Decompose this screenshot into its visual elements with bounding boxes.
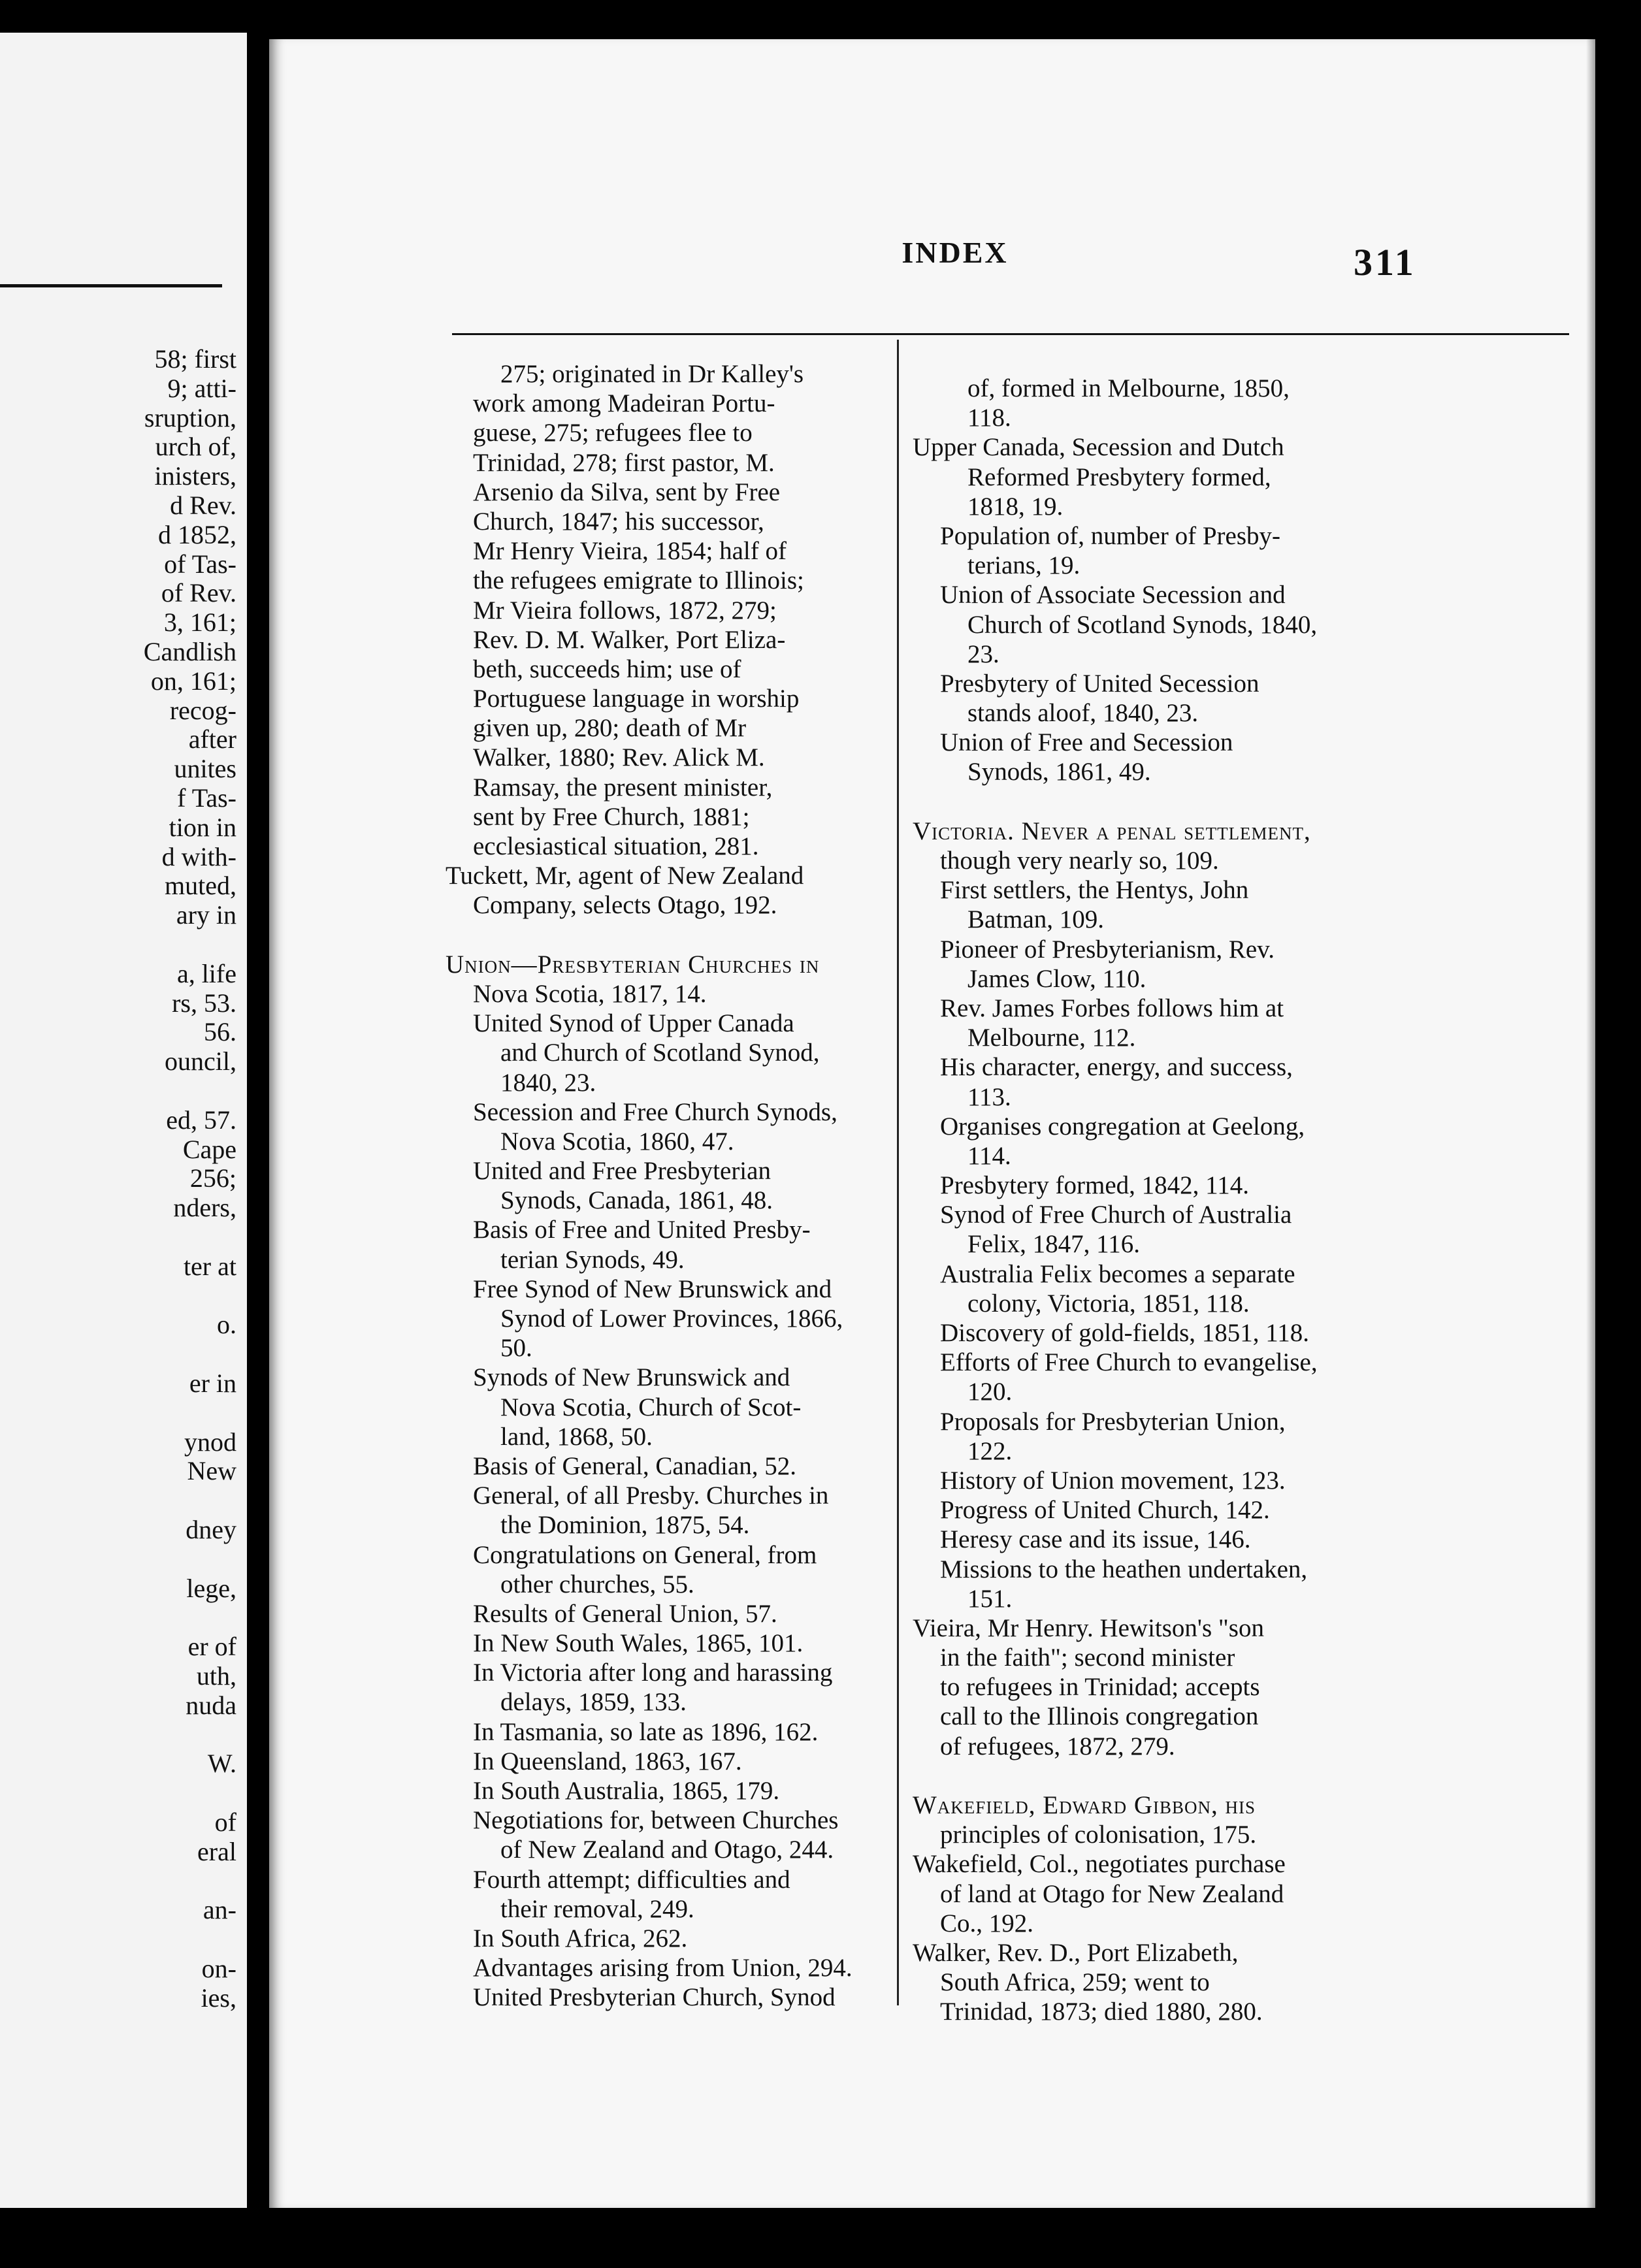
index-line: land, 1868, 50. bbox=[500, 1422, 653, 1451]
index-line: given up, 280; death of Mr bbox=[473, 714, 747, 743]
index-line: work among Madeiran Portu- bbox=[473, 389, 775, 418]
index-line: Batman, 109. bbox=[967, 905, 1105, 934]
facing-page-line: urch of, bbox=[155, 432, 236, 462]
column-divider bbox=[897, 340, 899, 2005]
index-line: Nova Scotia, 1817, 14. bbox=[473, 979, 707, 1008]
index-line: Negotiations for, between Churches bbox=[473, 1806, 839, 1835]
index-line: Arsenio da Silva, sent by Free bbox=[473, 478, 781, 506]
index-line: Trinidad, 278; first pastor, M. bbox=[473, 448, 775, 477]
index-line: other churches, 55. bbox=[500, 1570, 694, 1598]
index-line: United and Free Presbyterian bbox=[473, 1157, 771, 1186]
index-line: 50. bbox=[500, 1334, 532, 1363]
index-line: Presbytery formed, 1842, 114. bbox=[940, 1171, 1249, 1200]
index-line: terians, 19. bbox=[967, 551, 1080, 580]
book-gutter bbox=[247, 0, 269, 2268]
index-line: Ramsay, the present minister, bbox=[473, 773, 773, 802]
facing-page-line: Candlish bbox=[143, 637, 236, 666]
index-line: though very nearly so, 109. bbox=[940, 847, 1219, 875]
facing-page-line: inisters, bbox=[154, 461, 236, 491]
index-line: Church of Scotland Synods, 1840, bbox=[967, 610, 1318, 639]
facing-page-line: 56. bbox=[204, 1017, 236, 1047]
facing-page-line: Cape bbox=[182, 1134, 236, 1164]
facing-page-line: lege, bbox=[186, 1573, 236, 1603]
index-line: in the faith"; second minister bbox=[940, 1644, 1235, 1672]
index-line: and Church of Scotland Synod, bbox=[500, 1039, 820, 1067]
index-line: sent by Free Church, 1881; bbox=[473, 802, 750, 831]
index-line: Felix, 1847, 116. bbox=[967, 1230, 1140, 1259]
facing-page-line: on- bbox=[201, 1954, 236, 1983]
running-head: INDEX bbox=[902, 236, 1009, 269]
index-line: Advantages arising from Union, 294. bbox=[473, 1954, 853, 1983]
index-line: In South Africa, 262. bbox=[473, 1924, 688, 1952]
facing-page-line: ed, 57. bbox=[166, 1105, 236, 1135]
index-line: Union—Presbyterian Churches in bbox=[446, 950, 820, 979]
index-line: Synods, Canada, 1861, 48. bbox=[500, 1186, 773, 1215]
index-line: Secession and Free Church Synods, bbox=[473, 1097, 837, 1126]
index-line: Progress of United Church, 142. bbox=[940, 1496, 1270, 1525]
facing-page-line: dney bbox=[186, 1515, 236, 1544]
facing-page-line: sruption, bbox=[144, 402, 236, 432]
index-line: Synod of Lower Provinces, 1866, bbox=[500, 1304, 843, 1333]
index-line: Discovery of gold-fields, 1851, 118. bbox=[940, 1319, 1310, 1347]
index-line: to refugees in Trinidad; accepts bbox=[940, 1673, 1260, 1702]
index-line: Organises congregation at Geelong, bbox=[940, 1112, 1305, 1141]
facing-page-rule bbox=[0, 284, 222, 287]
facing-page-line: d with- bbox=[161, 841, 236, 871]
facing-page-line: New bbox=[187, 1456, 236, 1486]
index-line: Victoria. Never a penal settlement, bbox=[913, 817, 1311, 845]
index-line: Basis of Free and United Presby- bbox=[473, 1216, 811, 1244]
index-line: principles of colonisation, 175. bbox=[940, 1821, 1257, 1849]
facing-page-line: ter at bbox=[183, 1251, 236, 1281]
index-line: 113. bbox=[967, 1082, 1011, 1111]
facing-page-line: rs, 53. bbox=[172, 988, 236, 1018]
index-line: Melbourne, 112. bbox=[967, 1024, 1136, 1052]
index-line: Trinidad, 1873; died 1880, 280. bbox=[940, 1998, 1263, 2026]
index-line: 122. bbox=[967, 1436, 1013, 1465]
index-line: Church, 1847; his successor, bbox=[473, 507, 764, 536]
index-line: Synods of New Brunswick and bbox=[473, 1363, 790, 1392]
index-line: Results of General Union, 57. bbox=[473, 1599, 777, 1628]
index-line bbox=[913, 787, 1370, 817]
index-line: Rev. James Forbes follows him at bbox=[940, 994, 1284, 1022]
index-line: Co., 192. bbox=[940, 1909, 1034, 1937]
index-line: In New South Wales, 1865, 101. bbox=[473, 1629, 804, 1658]
facing-page-line: unites bbox=[174, 754, 236, 784]
index-line: delays, 1859, 133. bbox=[500, 1688, 687, 1717]
index-line: James Clow, 110. bbox=[967, 964, 1146, 993]
facing-page-line: of Rev. bbox=[161, 578, 236, 608]
index-line: In South Australia, 1865, 179. bbox=[473, 1777, 780, 1805]
index-line: of refugees, 1872, 279. bbox=[940, 1732, 1175, 1760]
facing-page-line: recog- bbox=[169, 695, 236, 725]
index-line: Company, selects Otago, 192. bbox=[473, 891, 777, 920]
facing-page-line: 58; first bbox=[154, 344, 236, 374]
index-line: of land at Otago for New Zealand bbox=[940, 1879, 1284, 1908]
index-line: General, of all Presby. Churches in bbox=[473, 1482, 829, 1510]
facing-page-line: nders, bbox=[173, 1193, 236, 1223]
facing-page-line: tion in bbox=[169, 812, 236, 842]
index-line: Wakefield, Edward Gibbon, his bbox=[913, 1791, 1256, 1819]
index-line: South Africa, 259; went to bbox=[940, 1968, 1210, 1997]
facing-page-line: ary in bbox=[176, 900, 236, 930]
index-line: Proposals for Presbyterian Union, bbox=[940, 1407, 1286, 1436]
index-line: Free Synod of New Brunswick and bbox=[473, 1274, 832, 1303]
index-line: Nova Scotia, 1860, 47. bbox=[500, 1127, 734, 1156]
facing-page-line: ies, bbox=[201, 1983, 236, 2013]
index-line: United Synod of Upper Canada bbox=[473, 1009, 794, 1038]
index-line: 118. bbox=[967, 404, 1011, 432]
facing-page-line: muted, bbox=[165, 871, 236, 901]
facing-page-line: ouncil, bbox=[165, 1046, 236, 1077]
facing-page-line: W. bbox=[207, 1749, 236, 1779]
index-line: In Queensland, 1863, 167. bbox=[473, 1747, 742, 1775]
page-number: 311 bbox=[1354, 241, 1416, 284]
index-line: Vieira, Mr Henry. Hewitson's "son bbox=[913, 1613, 1264, 1642]
index-line: Synods, 1861, 49. bbox=[967, 758, 1151, 786]
index-line: their removal, 249. bbox=[500, 1894, 694, 1923]
index-line: Mr Vieira follows, 1872, 279; bbox=[473, 596, 777, 624]
index-line: beth, succeeds him; use of bbox=[473, 655, 741, 683]
index-line: Australia Felix becomes a separate bbox=[940, 1259, 1295, 1288]
index-line: terian Synods, 49. bbox=[500, 1245, 685, 1274]
facing-page-line: an- bbox=[203, 1895, 236, 1925]
facing-page-line: nuda bbox=[186, 1690, 236, 1720]
index-line: Population of, number of Presby- bbox=[940, 521, 1281, 550]
index-line: guese, 275; refugees flee to bbox=[473, 419, 753, 447]
facing-page-line: 3, 161; bbox=[163, 608, 236, 638]
facing-page-line: d 1852, bbox=[158, 519, 236, 549]
index-line: stands aloof, 1840, 23. bbox=[967, 699, 1199, 728]
index-line: call to the Illinois congregation bbox=[940, 1702, 1259, 1731]
index-line: In Victoria after long and harassing bbox=[473, 1659, 833, 1687]
index-line: Basis of General, Canadian, 52. bbox=[473, 1451, 796, 1480]
index-line: Efforts of Free Church to evangelise, bbox=[940, 1348, 1318, 1377]
facing-page-line: of bbox=[214, 1807, 236, 1837]
facing-page-line: after bbox=[188, 724, 236, 754]
index-line: Congratulations on General, from bbox=[473, 1540, 817, 1569]
facing-page-line: of Tas- bbox=[164, 549, 236, 579]
facing-page-line: 9; atti- bbox=[167, 373, 236, 403]
facing-page-line: f Tas- bbox=[177, 783, 236, 813]
index-line: History of Union movement, 123. bbox=[940, 1466, 1286, 1495]
index-line: Heresy case and its issue, 146. bbox=[940, 1525, 1251, 1554]
index-line: Mr Henry Vieira, 1854; half of bbox=[473, 537, 787, 566]
index-line: Presbytery of United Secession bbox=[940, 669, 1259, 698]
index-line bbox=[446, 920, 882, 950]
page-edge-shadow bbox=[1586, 39, 1595, 2208]
facing-page-line: ynod bbox=[184, 1427, 236, 1457]
facing-page-line: eral bbox=[197, 1836, 236, 1866]
index-line: Wakefield, Col., negotiates purchase bbox=[913, 1850, 1286, 1879]
index-line: colony, Victoria, 1851, 118. bbox=[967, 1289, 1250, 1318]
index-line: 23. bbox=[967, 640, 999, 668]
index-line: 151. bbox=[967, 1584, 1013, 1613]
facing-page-line: a, life bbox=[176, 958, 236, 988]
index-line: Synod of Free Church of Australia bbox=[940, 1201, 1292, 1229]
header-rule bbox=[452, 333, 1569, 335]
index-line: Fourth attempt; difficulties and bbox=[473, 1865, 790, 1894]
index-line: 1840, 23. bbox=[500, 1068, 596, 1097]
index-line: ecclesiastical situation, 281. bbox=[473, 832, 759, 860]
index-line: Walker, Rev. D., Port Elizabeth, bbox=[913, 1938, 1239, 1967]
index-line: Pioneer of Presbyterianism, Rev. bbox=[940, 935, 1275, 964]
facing-page-line: uth, bbox=[196, 1661, 236, 1691]
index-page bbox=[269, 39, 1595, 2208]
index-line: Rev. D. M. Walker, Port Eliza- bbox=[473, 625, 786, 654]
index-line bbox=[913, 1761, 1370, 1790]
facing-page-line: 256; bbox=[189, 1163, 236, 1193]
index-column-right bbox=[913, 374, 1370, 2027]
index-column-left bbox=[446, 359, 882, 2013]
index-line: the refugees emigrate to Illinois; bbox=[473, 566, 804, 595]
index-line: United Presbyterian Church, Synod bbox=[473, 1983, 836, 2012]
index-line: Upper Canada, Secession and Dutch bbox=[913, 433, 1284, 462]
index-line: Walker, 1880; Rev. Alick M. bbox=[473, 743, 765, 772]
facing-page-line: er of bbox=[187, 1632, 236, 1662]
index-line: His character, energy, and success, bbox=[940, 1053, 1293, 1082]
facing-page-line: on, 161; bbox=[150, 666, 236, 696]
index-line: 275; originated in Dr Kalley's bbox=[500, 360, 804, 388]
index-line: Union of Free and Secession bbox=[940, 728, 1233, 757]
index-line: Reformed Presbytery formed, bbox=[967, 462, 1271, 491]
facing-page-line: er in bbox=[189, 1369, 236, 1398]
index-line: 1818, 19. bbox=[967, 492, 1064, 521]
index-line: Tuckett, Mr, agent of New Zealand bbox=[446, 862, 804, 890]
facing-page-line: d Rev. bbox=[170, 491, 236, 520]
index-line: First settlers, the Hentys, John bbox=[940, 876, 1249, 905]
index-line: Portuguese language in worship bbox=[473, 685, 800, 713]
facing-page bbox=[0, 33, 247, 2208]
index-line: the Dominion, 1875, 54. bbox=[500, 1511, 750, 1540]
index-line: 120. bbox=[967, 1378, 1013, 1406]
index-line: Union of Associate Secession and bbox=[940, 581, 1286, 609]
index-line: Missions to the heathen undertaken, bbox=[940, 1555, 1308, 1583]
index-line: In Tasmania, so late as 1896, 162. bbox=[473, 1717, 819, 1746]
index-line: 114. bbox=[967, 1141, 1011, 1170]
index-line: Nova Scotia, Church of Scot- bbox=[500, 1393, 802, 1421]
facing-page-line: o. bbox=[217, 1310, 236, 1340]
index-line: of New Zealand and Otago, 244. bbox=[500, 1836, 834, 1864]
index-line: of, formed in Melbourne, 1850, bbox=[967, 374, 1290, 402]
